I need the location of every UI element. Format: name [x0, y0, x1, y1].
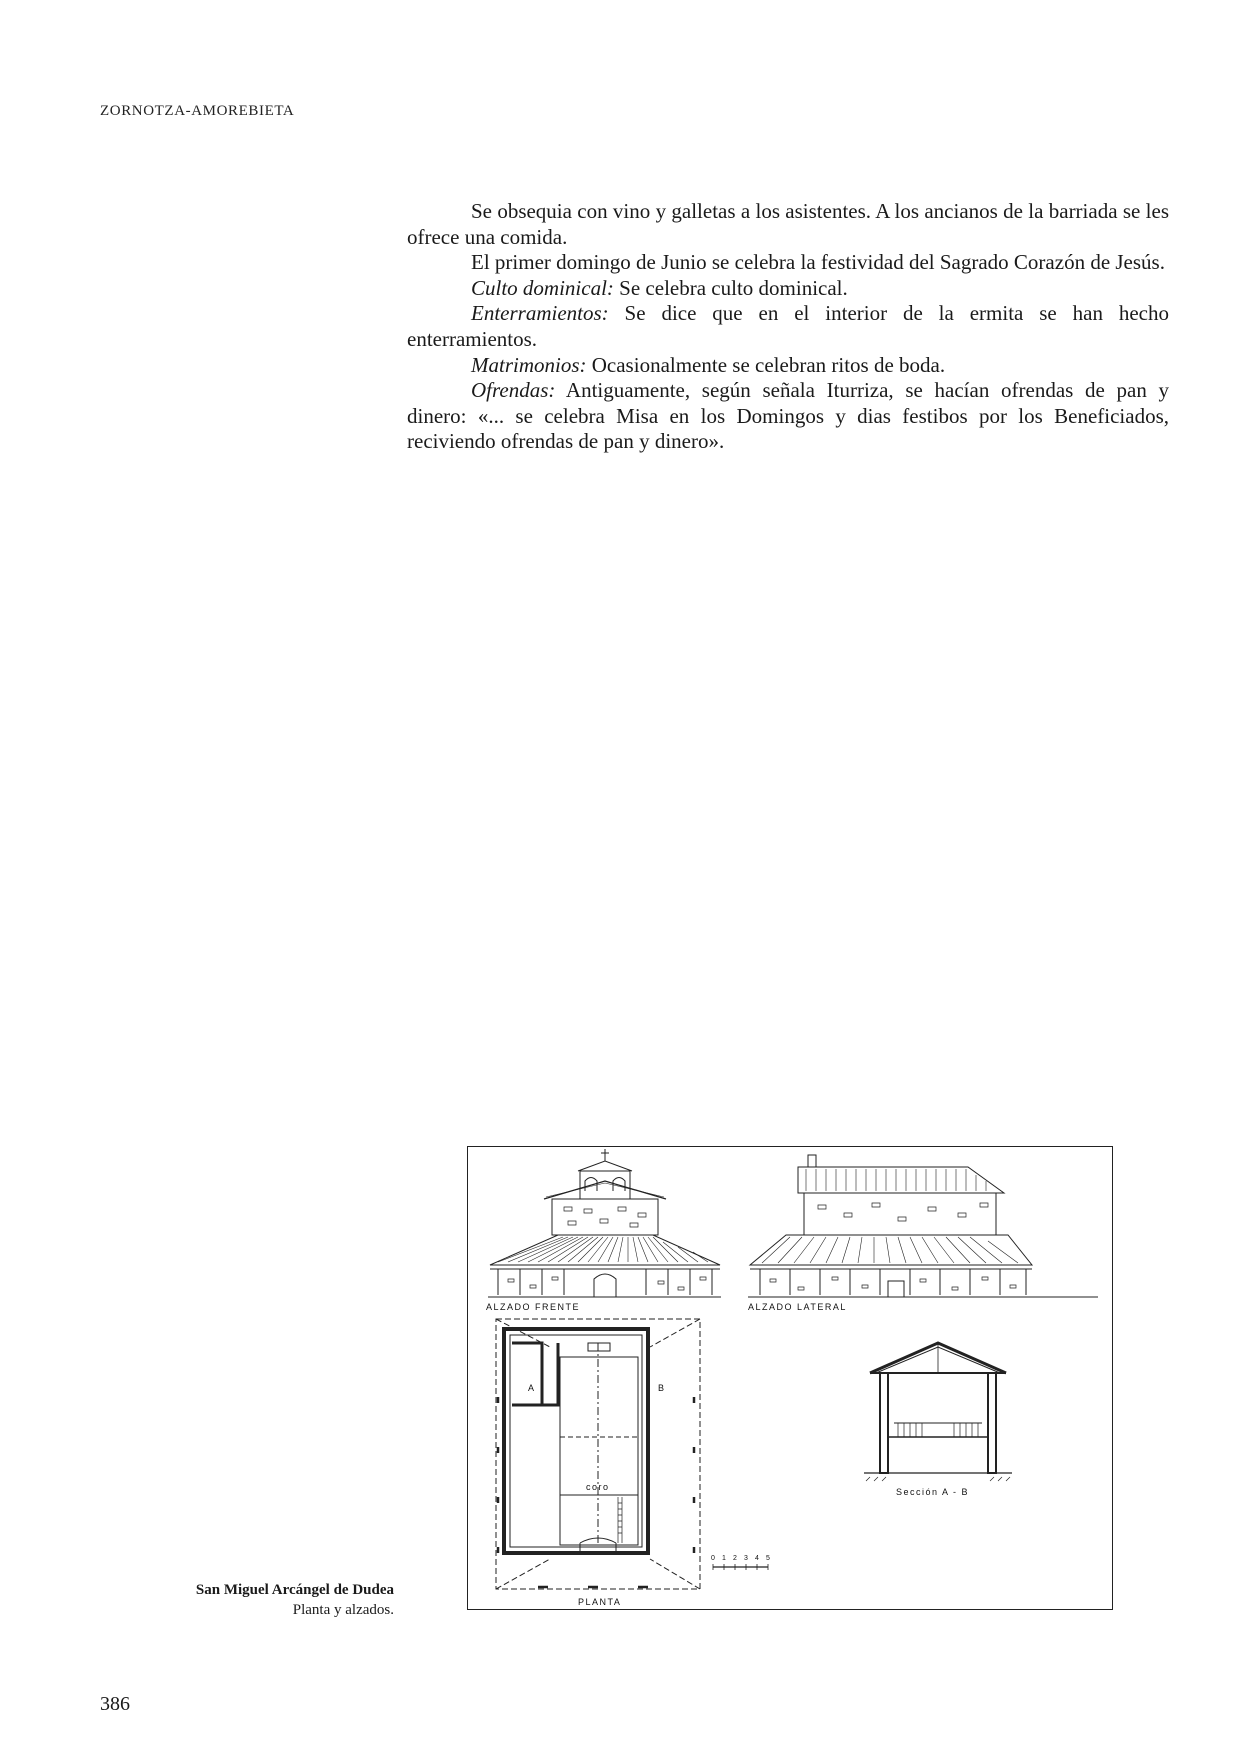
figure-caption — [100, 1580, 394, 1620]
paragraph — [407, 199, 1169, 250]
scale-tick-label: 4 — [755, 1555, 761, 1562]
scale-tick-label: 2 — [733, 1555, 739, 1562]
plan-drawing — [496, 1319, 700, 1607]
paragraph — [407, 301, 1169, 352]
page-number: 386 — [100, 1693, 130, 1715]
front-elevation-label: ALZADO FRENTE — [486, 1302, 581, 1312]
plan-mark-b: B — [658, 1383, 666, 1393]
plan-label: PLANTA — [578, 1597, 622, 1607]
caption-title: San Miguel Arcángel de Dudea — [195, 1582, 394, 1598]
scale-tick-label: 5 — [766, 1555, 772, 1562]
section-drawing — [864, 1343, 1012, 1497]
section-label: Sección A - B — [896, 1487, 970, 1497]
plan-mark-a: A — [528, 1383, 536, 1393]
scale-tick-label: 0 — [711, 1555, 717, 1562]
paragraph-term: Enterramientos: — [471, 301, 609, 326]
paragraph — [407, 276, 1169, 302]
body-text — [407, 199, 1169, 455]
side-elevation-drawing — [748, 1155, 1098, 1312]
paragraph-text: Ocasionalmente se celebran ritos de boda. — [586, 352, 946, 377]
paragraph-term: Matrimonios: — [471, 352, 587, 377]
paragraph-term: Culto dominical: — [471, 275, 614, 300]
side-elevation-label: ALZADO LATERAL — [748, 1302, 847, 1312]
paragraph-text: Antiguamente, según señala Iturriza, se hacían ofrendas de pan y dinero: «... se celebra Misa en los Domingos y dias festibos por los Beneficiados, reciviendo ofrendas de pan y dinero». — [407, 378, 1169, 454]
paragraph — [407, 250, 1169, 276]
scale-tick-label: 1 — [722, 1555, 728, 1562]
caption-subtitle: Planta y alzados. — [292, 1602, 394, 1618]
architectural-drawing-figure — [467, 1146, 1113, 1610]
front-elevation-drawing — [486, 1149, 721, 1312]
paragraph-text: Se celebra culto dominical. — [613, 275, 848, 300]
paragraph-text: Se obsequia con vino y galletas a los asistentes. A los ancianos de la barriada se les ofrece una comida. — [407, 199, 1169, 249]
paragraph-text: Se dice que en el interior de la ermita se han hecho enterramientos. — [407, 301, 1169, 351]
scale-bar — [711, 1555, 771, 1570]
running-title: ZORNOTZA-AMOREBIETA — [100, 103, 295, 119]
architectural-drawing — [468, 1147, 1114, 1611]
paragraph-term: Ofrendas: — [471, 378, 556, 403]
paragraph — [407, 378, 1169, 455]
plan-choir-label: coro — [586, 1482, 610, 1492]
scale-tick-label: 3 — [744, 1555, 750, 1562]
paragraph — [407, 353, 1169, 379]
paragraph-text: El primer domingo de Junio se celebra la festividad del Sagrado Corazón de Jesús. — [471, 250, 1165, 275]
